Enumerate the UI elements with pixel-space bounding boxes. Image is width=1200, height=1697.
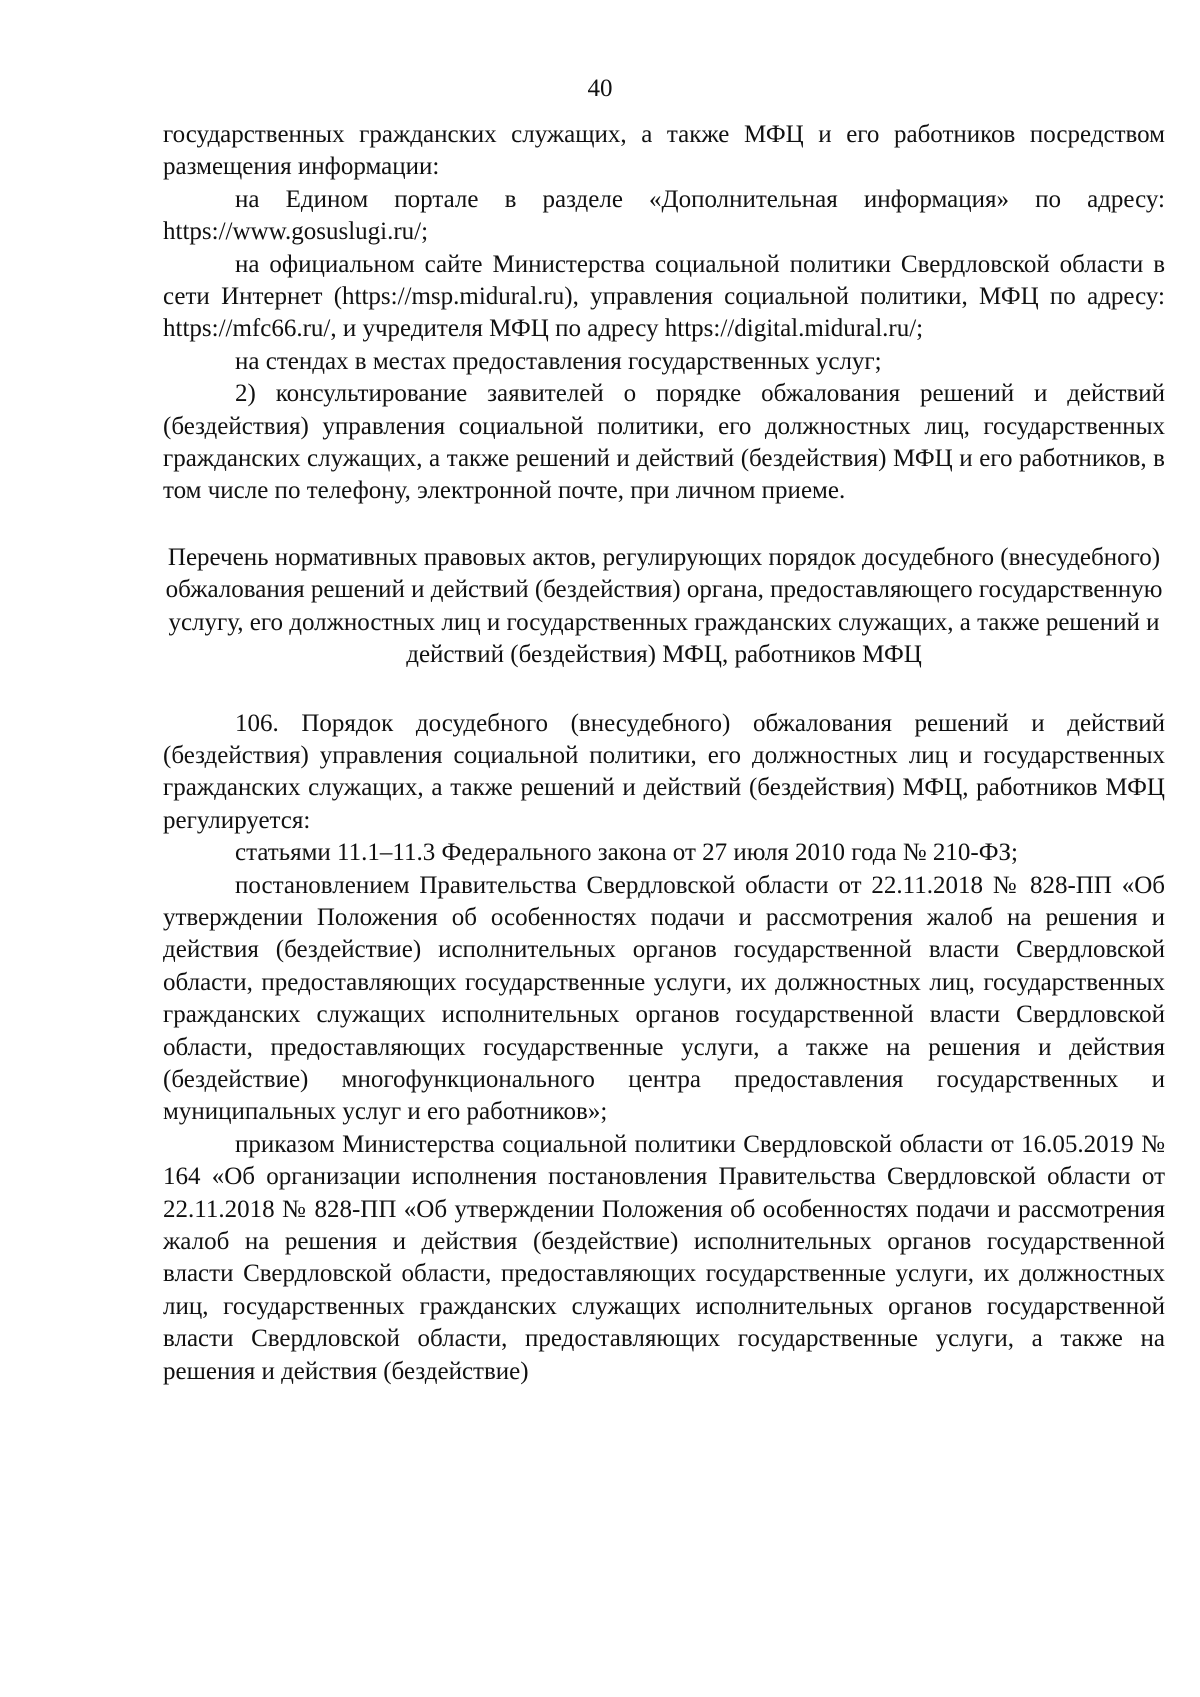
paragraph-stands: на стендах в местах предоставления государственных услуг; <box>235 347 882 375</box>
page-number: 40 <box>587 75 613 102</box>
paragraph-federal-law: статьями 11.1–11.3 Федерального закона от 27 июля 2010 года № 210-ФЗ; <box>235 839 1018 867</box>
paragraph-consultation: 2) консультирование заявителей о порядке обжалования решений и действий (бездействия) управления социальной политики, его должностных лиц, государственных гражданских служащих, а также решений и действий (бездействия) МФЦ и его работников, в том числе по телефону, электронной почте, при личном приеме. <box>163 380 1165 505</box>
paragraph-106: 106. Порядок досудебного (внесудебного) обжалования решений и действий (бездействия) управления социальной политики, его должностных лиц и государственных гражданских служащих, а также решений и действий (бездействия) МФЦ, работников МФЦ регулируется: <box>163 709 1165 834</box>
spacer <box>163 508 1165 542</box>
paragraph-ministry-order: приказом Министерства социальной политики Свердловской области от 16.05.2019 № 164 «Об организации исполнения постановления Правительства Свердловской области от 22.11.2018 № 828-ПП «Об утверждении Положения об особенностях подачи и рассмотрения жалоб на решения и действия (бездействие) исполнительных органов государственной власти Свердловской области, предоставляющих государственные услуги, их должностных лиц, государственных гражданских служащих исполнительных органов государственной власти Свердловской области, предоставляющих государственные услуги, а также на решения и действия (бездействие) <box>163 1130 1165 1385</box>
document-body <box>163 119 1165 1388</box>
paragraph-official-site: на официальном сайте Министерства социальной политики Свердловской области в сети Интернет (https://msp.midural.ru), управления социальной политики, МФЦ по адресу: https://mfc66.ru/, и учредителя МФЦ по адресу https://digital.midural.ru/; <box>163 250 1165 343</box>
section-heading: Перечень нормативных правовых актов, регулирующих порядок досудебного (внесудебного) обжалования решений и действий (бездействия) органа, предоставляющего государственную услугу, его должностных лиц и государственных гражданских служащих, а также решений и действий (бездействия) МФЦ, работников МФЦ <box>165 543 1163 669</box>
paragraph-continuation: государственных гражданских служащих, а также МФЦ и его работников посредством размещения информации: <box>163 121 1165 181</box>
paragraph-gosuslugi: на Едином портале в разделе «Дополнительная информация» по адресу: https://www.gosuslugi.ru/; <box>163 185 1165 246</box>
spacer <box>163 672 1165 708</box>
paragraph-government-resolution: постановлением Правительства Свердловской области от 22.11.2018 № 828-ПП «Об утверждении Положения об особенностях подачи и рассмотрения жалоб на решения и действия (бездействие) исполнительных органов государственной власти Свердловской области, предоставляющих государственные услуги, их должностных лиц, государственных гражданских служащих исполнительных органов государственной власти Свердловской области, предоставляющих государственные услуги, а также на решения и действия (бездействие) многофункционального центра предоставления государственных и муниципальных услуг и его работников»; <box>163 871 1165 1126</box>
